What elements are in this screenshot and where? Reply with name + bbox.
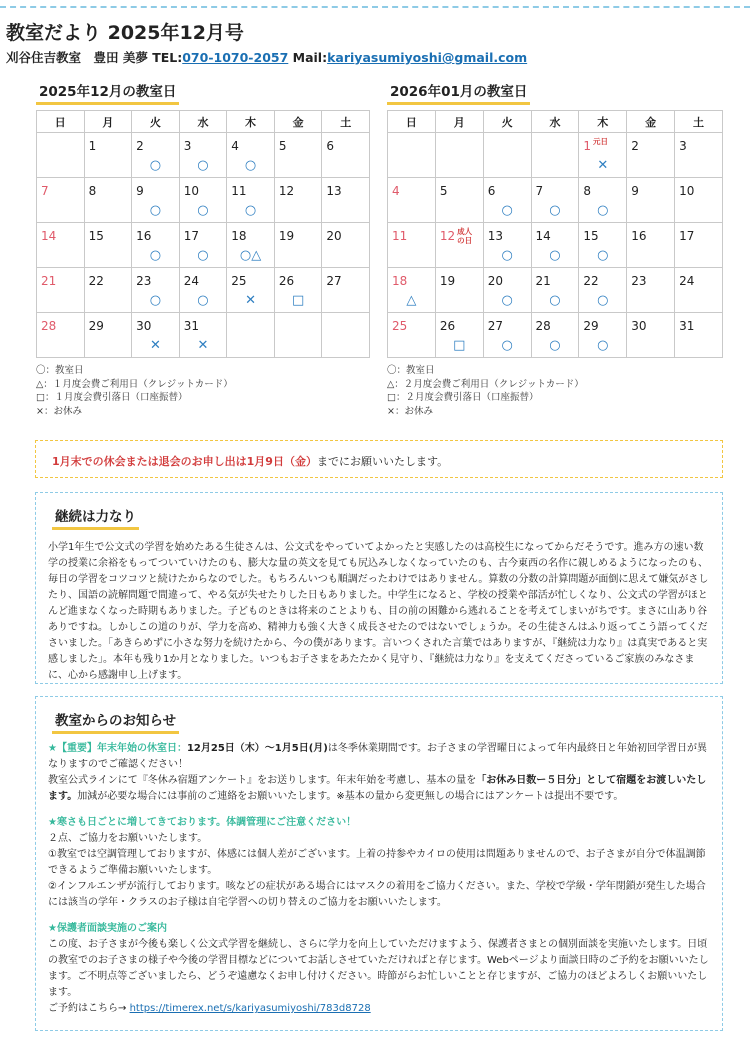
day-number: 14 — [535, 229, 551, 243]
calendar-day-cell — [322, 223, 370, 268]
schedule-mark: ○ — [197, 293, 209, 308]
calendar-day-cell — [84, 223, 132, 268]
calendar-day-cell — [227, 133, 275, 178]
calendar-day-cell — [483, 133, 531, 178]
schedule-mark: ○ — [549, 203, 561, 218]
health-line: ①教室では空調管理しておりますが、体感には個人差がございます。上着の持参やカイロの使用は問題ありませんので、お子さまが自分で体温調節できるようご準備お願いいたします。 — [48, 849, 706, 876]
day-number: 18 — [392, 274, 408, 288]
calendar-day-cell — [179, 178, 227, 223]
day-number: 9 — [136, 184, 144, 198]
legend-item: 〇：教室日 — [387, 365, 435, 376]
calendar-day-cell — [483, 268, 531, 313]
legend-item: □：２月度会費引落日（口座振替） — [387, 392, 539, 403]
holiday-text: は冬季休業期間です。お子さまの学習曜日によって年内最終日と年始初回学習日が異なりますのでご確認ください！ — [48, 743, 708, 770]
schedule-mark: □ — [453, 338, 466, 353]
day-number: 27 — [487, 319, 503, 333]
holiday-dates: 12月25日（木）〜1月5日(月) — [186, 743, 328, 754]
calendar-day-cell — [37, 178, 85, 223]
day-number: 13 — [487, 229, 503, 243]
calendar-day-cell — [179, 223, 227, 268]
weekday-header: 木 — [227, 111, 275, 133]
weekday-header: 水 — [531, 111, 579, 133]
schedule-mark: ○ — [149, 158, 162, 173]
announcements-body — [48, 741, 712, 1017]
booking-line — [48, 1001, 712, 1017]
calendar-day-cell — [675, 313, 723, 358]
calendar-day-cell — [37, 268, 85, 313]
day-number: 5 — [278, 139, 287, 153]
calendar-day-cell — [37, 313, 85, 358]
meeting-heading: ★保護者面談実施のご案内 — [48, 923, 167, 934]
schedule-mark: ○ — [501, 248, 513, 263]
day-number: 6 — [326, 139, 335, 153]
day-number: 6 — [487, 184, 496, 198]
schedule-mark: ○ — [501, 293, 513, 308]
holiday-notice — [48, 741, 712, 773]
day-number: 12 — [278, 184, 295, 198]
weekday-header-row — [37, 111, 370, 133]
deadline-notice — [35, 440, 723, 478]
day-number: 2 — [631, 139, 639, 153]
weekday-header: 日 — [388, 111, 436, 133]
day-number: 3 — [183, 139, 192, 153]
day-number: 24 — [679, 274, 695, 288]
day-number: 1 — [88, 139, 97, 153]
day-number: 21 — [41, 274, 57, 288]
calendar-day-cell — [179, 133, 227, 178]
calendar-day-cell — [322, 133, 370, 178]
calendar-day-cell — [435, 178, 483, 223]
day-number: 30 — [136, 319, 152, 333]
health-line: ２点、ご協力をお願いいたします。 — [48, 833, 208, 844]
weekday-header: 水 — [179, 111, 227, 133]
weekday-header: 月 — [84, 111, 132, 133]
schedule-mark: ○△ — [239, 248, 262, 263]
calendar-day-cell — [84, 178, 132, 223]
day-number: 27 — [326, 274, 342, 288]
calendar-day-cell — [132, 268, 180, 313]
december-calendar — [36, 110, 370, 358]
day-number: 20 — [487, 274, 503, 288]
schedule-mark: ○ — [149, 293, 162, 308]
meeting-text: この度、お子さまが今後も楽しく公文式学習を継続し、さらに学力を向上していただけますよう、保護者さまとの個別面談を実施いたします。日頃の教室でのお子さまの様子や今後の学習目標などについてお話しさせていただければと存じます。Webページより面談日時のご予約をお願いいたします。ご不明点等ございましたら、どうぞ遠慮なくお申し付けください。時節がらお忙しいことと存じますが、ご協力のほどよろしくお願いいたします。 — [48, 939, 709, 998]
holiday-name: 元日 — [593, 137, 609, 146]
schedule-mark: ○ — [549, 338, 561, 353]
calendar-day-cell — [227, 178, 275, 223]
mail-link[interactable]: kariyasumiyoshi@gmail.com — [327, 50, 528, 65]
calendar-day-cell — [388, 223, 436, 268]
day-number: 29 — [583, 319, 599, 333]
schedule-mark: □ — [291, 293, 305, 308]
calendar-day-cell — [179, 313, 227, 358]
calendar-day-cell — [388, 133, 436, 178]
weekday-header: 金 — [627, 111, 675, 133]
day-number: 10 — [679, 184, 695, 198]
schedule-mark: ✕ — [149, 338, 161, 353]
day-number: 26 — [439, 319, 456, 333]
january-calendar — [387, 110, 723, 358]
calendar-week-row — [388, 268, 723, 313]
day-number: 12 — [439, 229, 456, 243]
january-legend — [387, 364, 584, 418]
homework-bold: 「お休み日数ー５日分」として宿題をお渡しいたします。 — [48, 775, 707, 802]
day-number: 13 — [326, 184, 342, 198]
calendar-day-cell — [531, 133, 579, 178]
legend-item: ×：お休み — [387, 405, 433, 417]
calendar-week-row — [37, 268, 370, 313]
booking-label: ご予約はこちら→ — [48, 1003, 130, 1014]
calendar-day-cell — [274, 268, 322, 313]
calendar-day-cell — [227, 268, 275, 313]
day-number: 26 — [278, 274, 295, 288]
calendar-day-cell — [483, 178, 531, 223]
section-title: 教室からのお知らせ — [52, 709, 179, 734]
booking-link[interactable]: https://timerex.net/s/kariyasumiyoshi/783d8728 — [129, 1003, 371, 1014]
calendar-day-cell — [675, 178, 723, 223]
notice-rest: までにお願いいたします。 — [316, 455, 449, 468]
day-number: 8 — [583, 184, 592, 198]
december-legend — [36, 364, 233, 418]
day-number: 22 — [88, 274, 104, 288]
calendar-day-cell — [388, 178, 436, 223]
calendar-day-cell — [483, 223, 531, 268]
calendar-day-cell — [675, 268, 723, 313]
calendar-week-row — [37, 313, 370, 358]
calendar-day-cell — [388, 313, 436, 358]
holiday-name: 成人 の日 — [457, 227, 473, 245]
schedule-mark: ○ — [149, 203, 162, 218]
schedule-mark: ○ — [197, 203, 209, 218]
day-number: 18 — [231, 229, 247, 243]
day-number: 15 — [88, 229, 104, 243]
schedule-mark: ✕ — [197, 338, 209, 353]
section-body: 小学1年生で公文式の学習を始めたある生徒さんは、公文式をやっていてよかったと実感したのは高校生になってからだそうです。進み方の速い数学の授業に余裕をもってついていけたのも、膨大な量の英文を見ても尻込みしなくなっていたのも、古今東西の名作に親しめるようになったのも、毎日の学習をコツコツと続けたからなのでした。もちろんいつも順調だったわけではありません。算数の分数の計算問題が面倒に思えて嫌気がさしたり、国語の読解問題で間違って、やる気が失せたりした日もありました。中学生になると、学校の授業や部活が忙しくなり、公文式の学習がほとんど進まなくなった時期もありました。子どものときは将来のことよりも、目の前の困難から逃れることを考えてしまいがちです。まさに山あり谷ありですね。しかしこの道のりが、学力を高め、精神力も強く大きく成長させたのではないでしょうか。その生徒さんはふり返ってこう語ってくださいました。「あきらめずに小さな努力を続けたから、今の僕があります。言いつくされた言葉ではありますが、『継続は力なり』は真実であると実感しました」。本年も残り1か月となりました。いつもお子さまをあたたかく見守り、『継続は力なり』を支えてくださっているご家族のみなさまに、心から感謝申し上げます。 — [48, 542, 709, 681]
schedule-mark: ○ — [501, 338, 513, 353]
calendar-day-cell — [531, 268, 579, 313]
weekday-header: 土 — [322, 111, 370, 133]
calendar-day-cell — [322, 178, 370, 223]
day-number: 17 — [679, 229, 695, 243]
calendar-week-row — [388, 178, 723, 223]
schedule-mark: ○ — [597, 293, 609, 308]
calendar-day-cell — [579, 133, 627, 178]
calendar-day-cell — [435, 223, 483, 268]
day-number: 24 — [183, 274, 199, 288]
homework-text-2: 加減が必要な場合には事前のご連絡をお願いいたします。※基本の量から変更無しの場合にはアンケートは提出不要です。 — [77, 791, 624, 802]
day-number: 31 — [679, 319, 695, 333]
classroom-info: 刈谷住吉教室 豊田 美夢 TEL: — [6, 50, 183, 65]
calendar-day-cell — [322, 313, 370, 358]
notice-highlight: 1月末での休会または退会のお申し出は1月9日（金） — [52, 455, 317, 468]
day-number: 7 — [535, 184, 544, 198]
legend-item: □：１月度会費引落日（口座振替） — [36, 392, 188, 403]
day-number: 23 — [631, 274, 647, 288]
calendar-day-cell — [675, 223, 723, 268]
calendar-day-cell — [579, 313, 627, 358]
calendar-day-cell — [37, 223, 85, 268]
top-dashed-rule — [0, 6, 750, 8]
schedule-mark: ✕ — [245, 293, 256, 308]
day-number: 28 — [535, 319, 551, 333]
calendar-day-cell — [227, 223, 275, 268]
day-number: 19 — [278, 229, 295, 243]
newsletter-title: 教室だより 2025年12月号 — [6, 22, 244, 44]
calendar-day-cell — [435, 268, 483, 313]
day-number: 9 — [631, 184, 639, 198]
calendar-day-cell — [132, 223, 180, 268]
calendar-day-cell — [84, 313, 132, 358]
schedule-mark: ○ — [549, 248, 561, 263]
calendar-week-row — [388, 133, 723, 178]
weekday-header: 金 — [274, 111, 322, 133]
day-number: 8 — [88, 184, 97, 198]
day-number: 16 — [136, 229, 152, 243]
contact-line — [6, 48, 527, 66]
calendar-day-cell — [84, 133, 132, 178]
calendar-day-cell — [435, 133, 483, 178]
calendar-day-cell — [435, 313, 483, 358]
day-number: 22 — [583, 274, 599, 288]
day-number: 11 — [392, 229, 408, 243]
calendar-day-cell — [179, 268, 227, 313]
calendar-day-cell — [483, 313, 531, 358]
schedule-mark: ○ — [197, 248, 209, 263]
mail-label: Mail: — [288, 50, 328, 65]
schedule-mark: ○ — [197, 158, 209, 173]
schedule-mark: ○ — [149, 248, 162, 263]
schedule-mark: ○ — [597, 248, 609, 263]
day-number: 20 — [326, 229, 342, 243]
calendar-day-cell — [274, 178, 322, 223]
calendar-day-cell — [579, 268, 627, 313]
day-number: 10 — [183, 184, 199, 198]
day-number: 14 — [41, 229, 57, 243]
day-number: 30 — [631, 319, 647, 333]
calendar-day-cell — [627, 313, 675, 358]
calendar-day-cell — [531, 223, 579, 268]
section-title: 継続は力なり — [52, 505, 139, 530]
day-number: 4 — [392, 184, 400, 198]
calendar-day-cell — [227, 313, 275, 358]
day-number: 17 — [183, 229, 199, 243]
day-number: 7 — [41, 184, 49, 198]
calendar-week-row — [37, 223, 370, 268]
calendar-day-cell — [37, 133, 85, 178]
calendar-day-cell — [627, 178, 675, 223]
calendar-day-cell — [274, 223, 322, 268]
health-heading: ★寒さも日ごとに増してきております。体調管理にご注意ください！ — [48, 817, 357, 828]
legend-item: 〇：教室日 — [36, 365, 84, 376]
calendar-day-cell — [388, 268, 436, 313]
calendar-day-cell — [675, 133, 723, 178]
calendar-week-row — [37, 178, 370, 223]
calendar-day-cell — [579, 178, 627, 223]
schedule-mark: ○ — [597, 338, 609, 353]
schedule-mark: △ — [406, 293, 417, 308]
calendar-day-cell — [274, 133, 322, 178]
calendar-day-cell — [132, 178, 180, 223]
homework-text: 教室公式ラインにて『冬休み宿題アンケート』をお送りします。年末年始を考慮し、基本の量を — [48, 775, 477, 786]
day-number: 28 — [41, 319, 57, 333]
calendar-day-cell — [627, 133, 675, 178]
calendar-day-cell — [531, 178, 579, 223]
calendar-day-cell — [627, 268, 675, 313]
tel-link[interactable]: 070-1070-2057 — [182, 50, 289, 65]
weekday-header: 火 — [483, 111, 531, 133]
weekday-header: 木 — [579, 111, 627, 133]
schedule-mark: ○ — [244, 158, 257, 173]
continuation-section — [35, 492, 723, 684]
day-number: 4 — [231, 139, 239, 153]
day-number: 11 — [231, 184, 247, 198]
day-number: 16 — [631, 229, 647, 243]
january-calendar-title: 2026年01月の教室日 — [387, 80, 530, 105]
calendar-day-cell — [531, 313, 579, 358]
homework-notice — [48, 773, 712, 805]
schedule-mark: ○ — [597, 203, 609, 218]
calendar-day-cell — [627, 223, 675, 268]
announcements-section — [35, 696, 723, 1031]
december-calendar-title: 2025年12月の教室日 — [36, 80, 179, 105]
weekday-header-row — [388, 111, 723, 133]
day-number: 1 — [583, 139, 592, 153]
day-number: 25 — [392, 319, 408, 333]
day-number: 29 — [88, 319, 104, 333]
day-number: 15 — [583, 229, 599, 243]
day-number: 3 — [679, 139, 687, 153]
legend-item: △：２月度会費ご利用日（クレジットカード） — [387, 378, 584, 390]
holiday-heading: ★【重要】年末年始の休室日： — [48, 743, 187, 754]
day-number: 31 — [183, 319, 199, 333]
weekday-header: 土 — [675, 111, 723, 133]
legend-item: △：１月度会費ご利用日（クレジットカード） — [36, 378, 233, 390]
legend-item: ×：お休み — [36, 405, 82, 417]
weekday-header: 月 — [435, 111, 483, 133]
calendar-week-row — [388, 313, 723, 358]
weekday-header: 火 — [132, 111, 180, 133]
calendar-week-row — [388, 223, 723, 268]
schedule-mark: ○ — [244, 203, 257, 218]
day-number: 21 — [535, 274, 551, 288]
day-number: 2 — [136, 139, 144, 153]
calendar-week-row — [37, 133, 370, 178]
health-line: ②インフルエンザが流行しております。咳などの症状がある場合にはマスクの着用をご協力ください。また、学校で学級・学年閉鎖が発生した場合には該当の学年・クラスのお子様は自宅学習への切り替えのご協力をお願いいたします。 — [48, 881, 706, 908]
calendar-day-cell — [579, 223, 627, 268]
calendar-day-cell — [322, 268, 370, 313]
day-number: 19 — [439, 274, 456, 288]
calendar-day-cell — [132, 133, 180, 178]
day-number: 25 — [231, 274, 247, 288]
day-number: 23 — [136, 274, 152, 288]
schedule-mark: ○ — [549, 293, 561, 308]
weekday-header: 日 — [37, 111, 85, 133]
schedule-mark: ✕ — [597, 158, 609, 173]
calendar-day-cell — [84, 268, 132, 313]
day-number: 5 — [439, 184, 448, 198]
calendar-day-cell — [132, 313, 180, 358]
schedule-mark: ○ — [501, 203, 513, 218]
calendar-day-cell — [274, 313, 322, 358]
